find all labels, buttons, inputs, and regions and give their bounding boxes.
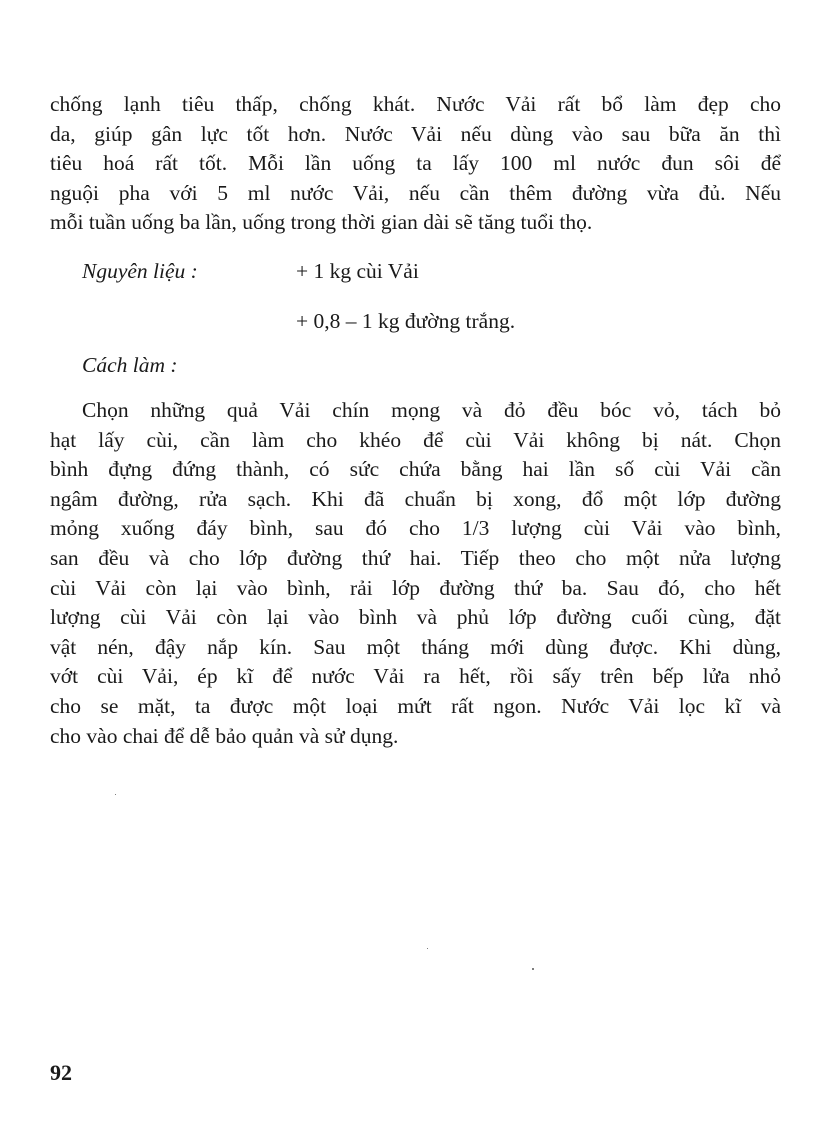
method-line: san đều và cho lớp đường thứ hai. Tiếp theo cho một nửa lượng: [50, 545, 781, 570]
ingredient-item: + 0,8 – 1 kg đường trắng.: [296, 309, 516, 333]
method-line: hạt lấy cùi, cần làm cho khéo để cùi Vải không bị nát. Chọn: [50, 427, 781, 452]
page-number: 92: [50, 1060, 72, 1085]
method-line: ngâm đường, rửa sạch. Khi đã chuẩn bị xong, đổ một lớp đường: [50, 486, 781, 511]
method-label: Cách làm :: [82, 353, 178, 377]
scan-speck: [427, 948, 428, 949]
intro-line: da, giúp gân lực tốt hơn. Nước Vải nếu dùng vào sau bữa ăn thì: [50, 121, 781, 146]
method-line: lượng cùi Vải còn lại vào bình và phủ lớp đường cuối cùng, đặt: [50, 605, 781, 630]
method-line: mỏng xuống đáy bình, sau đó cho 1/3 lượng cùi Vải vào bình,: [50, 516, 781, 541]
method-line: cùi Vải còn lại vào bình, rải lớp đường thứ ba. Sau đó, cho hết: [50, 575, 781, 600]
intro-paragraph: [50, 90, 781, 238]
method-line: vớt cùi Vải, ép kĩ để nước Vải ra hết, rồi sấy trên bếp lửa nhỏ: [50, 664, 781, 689]
intro-line: tiêu hoá rất tốt. Mỗi lần uống ta lấy 100 ml nước đun sôi để: [50, 151, 781, 176]
scan-speck: [115, 794, 116, 795]
intro-line: chống lạnh tiêu thấp, chống khát. Nước Vải rất bổ làm đẹp cho: [50, 92, 781, 116]
method-line: bình đựng đứng thành, có sức chứa bằng hai lần số cùi Vải cần: [50, 457, 781, 482]
method-paragraph: [50, 396, 781, 751]
intro-line: mỗi tuần uống ba lần, uống trong thời gian dài sẽ tăng tuổi thọ.: [50, 210, 593, 235]
scan-speck: [532, 968, 534, 970]
ingredients-label: Nguyên liệu :: [82, 259, 198, 283]
method-line: Chọn những quả Vải chín mọng và đỏ đều bóc vỏ, tách bỏ: [82, 398, 781, 422]
method-line: cho se mặt, ta được một loại mứt rất ngon. Nước Vải lọc kĩ và: [50, 693, 781, 718]
method-line: cho vào chai để dễ bảo quản và sử dụng.: [50, 723, 399, 748]
intro-line: nguội pha với 5 ml nước Vải, nếu cần thêm đường vừa đủ. Nếu: [50, 180, 781, 205]
method-line: vật nén, đậy nắp kín. Sau một tháng mới dùng được. Khi dùng,: [50, 634, 781, 659]
ingredient-item: + 1 kg cùi Vải: [296, 259, 419, 283]
